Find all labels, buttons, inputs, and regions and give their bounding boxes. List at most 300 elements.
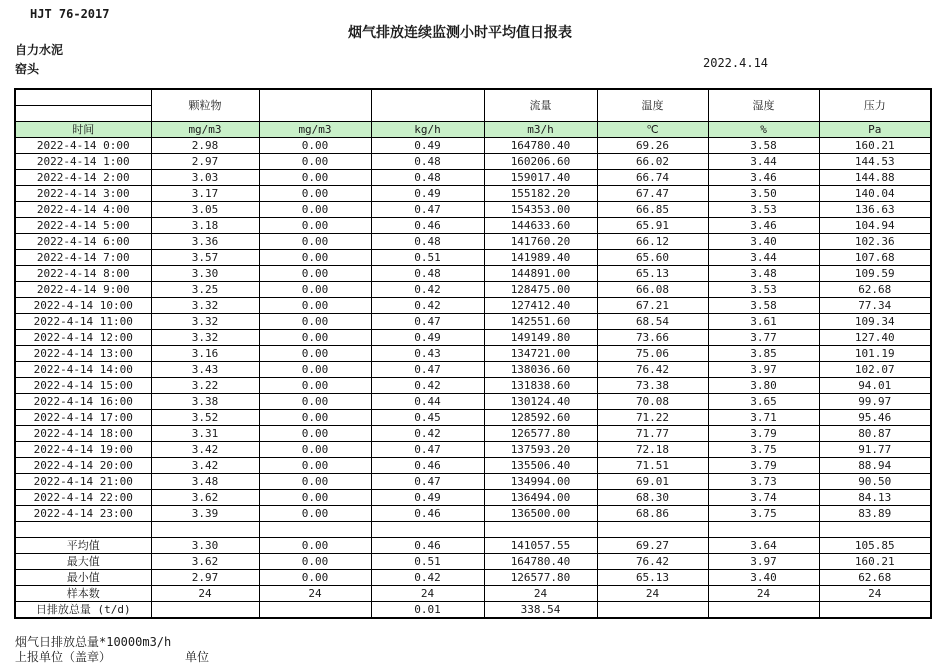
table-cell: 3.42 xyxy=(151,458,259,474)
table-cell: 3.16 xyxy=(151,346,259,362)
table-cell: 0.00 xyxy=(259,410,371,426)
unit-label: 单位 xyxy=(185,650,210,664)
table-cell: 3.39 xyxy=(151,506,259,522)
table-cell: 149149.80 xyxy=(484,330,597,346)
table-cell: 0.47 xyxy=(371,362,484,378)
unit-cell-percent: % xyxy=(708,122,819,138)
table-cell xyxy=(371,522,484,538)
table-cell: 65.13 xyxy=(597,266,708,282)
table-cell: 2022-4-14 6:00 xyxy=(15,234,151,250)
table-cell: 3.32 xyxy=(151,298,259,314)
table-cell: 0.00 xyxy=(259,394,371,410)
table-cell: 68.86 xyxy=(597,506,708,522)
table-cell: 2022-4-14 7:00 xyxy=(15,250,151,266)
table-cell: 日排放总量 (t/d) xyxy=(15,602,151,619)
unit-cell-celsius: ℃ xyxy=(597,122,708,138)
table-cell: 0.00 xyxy=(259,506,371,522)
table-cell: 3.65 xyxy=(708,394,819,410)
table-cell: 3.43 xyxy=(151,362,259,378)
col-group-header-blank2 xyxy=(371,89,484,122)
table-cell: 3.18 xyxy=(151,218,259,234)
table-cell: 2022-4-14 22:00 xyxy=(15,490,151,506)
table-cell: 2022-4-14 1:00 xyxy=(15,154,151,170)
table-cell: 91.77 xyxy=(819,442,931,458)
table-cell: 134994.00 xyxy=(484,474,597,490)
table-cell: 3.62 xyxy=(151,554,259,570)
table-cell: 3.25 xyxy=(151,282,259,298)
table-cell: 105.85 xyxy=(819,538,931,554)
col-group-header-flow: 流量 xyxy=(484,89,597,122)
table-cell: 3.74 xyxy=(708,490,819,506)
table-row xyxy=(15,330,931,346)
table-cell: 2022-4-14 18:00 xyxy=(15,426,151,442)
table-cell: 138036.60 xyxy=(484,362,597,378)
table-cell: 136494.00 xyxy=(484,490,597,506)
table-cell: 142551.60 xyxy=(484,314,597,330)
table-cell: 3.71 xyxy=(708,410,819,426)
table-cell: 3.32 xyxy=(151,330,259,346)
table-cell: 0.42 xyxy=(371,570,484,586)
table-cell: 3.64 xyxy=(708,538,819,554)
table-cell: 144633.60 xyxy=(484,218,597,234)
table-cell: 0.00 xyxy=(259,362,371,378)
table-row xyxy=(15,266,931,282)
table-cell: 160.21 xyxy=(819,554,931,570)
table-cell: 3.44 xyxy=(708,250,819,266)
table-row xyxy=(15,250,931,266)
table-cell: 71.22 xyxy=(597,410,708,426)
table-cell xyxy=(259,602,371,619)
table-cell: 0.49 xyxy=(371,330,484,346)
col-group-header-humidity: 湿度 xyxy=(708,89,819,122)
table-cell: 2022-4-14 14:00 xyxy=(15,362,151,378)
table-row xyxy=(15,586,931,602)
table-cell: 131838.60 xyxy=(484,378,597,394)
table-cell: 3.30 xyxy=(151,266,259,282)
table-cell: 0.00 xyxy=(259,378,371,394)
table-cell: 0.51 xyxy=(371,554,484,570)
report-unit-label: 上报单位（盖章） xyxy=(15,650,112,664)
group-header-row xyxy=(15,89,931,106)
table-cell: 0.51 xyxy=(371,250,484,266)
col-group-header-blank1 xyxy=(259,89,371,122)
table-row xyxy=(15,138,931,154)
table-cell: 0.00 xyxy=(259,346,371,362)
table-cell: 144.88 xyxy=(819,170,931,186)
table-cell: 144891.00 xyxy=(484,266,597,282)
header-blank-bottom xyxy=(15,106,151,122)
table-cell: 155182.20 xyxy=(484,186,597,202)
table-row xyxy=(15,154,931,170)
table-cell: 104.94 xyxy=(819,218,931,234)
table-cell: 62.68 xyxy=(819,282,931,298)
table-cell: 0.46 xyxy=(371,218,484,234)
table-cell: 0.00 xyxy=(259,298,371,314)
table-row xyxy=(15,602,931,619)
table-cell: 0.01 xyxy=(371,602,484,619)
table-cell xyxy=(819,602,931,619)
table-cell: 2022-4-14 0:00 xyxy=(15,138,151,154)
table-cell: 67.21 xyxy=(597,298,708,314)
table-cell: 0.48 xyxy=(371,266,484,282)
table-cell: 137593.20 xyxy=(484,442,597,458)
table-cell: 2022-4-14 20:00 xyxy=(15,458,151,474)
table-row xyxy=(15,186,931,202)
table-cell: 101.19 xyxy=(819,346,931,362)
table-cell: 3.58 xyxy=(708,298,819,314)
table-cell: 127412.40 xyxy=(484,298,597,314)
table-row xyxy=(15,314,931,330)
table-cell: 69.26 xyxy=(597,138,708,154)
table-cell: 68.54 xyxy=(597,314,708,330)
table-cell: 77.34 xyxy=(819,298,931,314)
table-cell xyxy=(708,522,819,538)
table-cell: 160206.60 xyxy=(484,154,597,170)
table-cell: 76.42 xyxy=(597,554,708,570)
table-cell: 3.38 xyxy=(151,394,259,410)
table-cell: 2022-4-14 11:00 xyxy=(15,314,151,330)
table-cell xyxy=(151,602,259,619)
table-cell: 141057.55 xyxy=(484,538,597,554)
table-cell: 141989.40 xyxy=(484,250,597,266)
table-cell: 24 xyxy=(708,586,819,602)
table-cell: 24 xyxy=(484,586,597,602)
table-cell: 2022-4-14 19:00 xyxy=(15,442,151,458)
table-cell: 141760.20 xyxy=(484,234,597,250)
table-cell: 0.00 xyxy=(259,426,371,442)
table-cell: 3.22 xyxy=(151,378,259,394)
table-cell: 3.77 xyxy=(708,330,819,346)
table-cell: 128592.60 xyxy=(484,410,597,426)
table-cell: 24 xyxy=(819,586,931,602)
data-rows xyxy=(15,138,931,522)
table-cell: 0.00 xyxy=(259,490,371,506)
table-cell: 0.00 xyxy=(259,170,371,186)
table-cell: 71.51 xyxy=(597,458,708,474)
table-cell: 136500.00 xyxy=(484,506,597,522)
table-cell: 3.75 xyxy=(708,506,819,522)
table-row xyxy=(15,458,931,474)
table-cell: 0.00 xyxy=(259,138,371,154)
table-cell: 73.38 xyxy=(597,378,708,394)
company-name: 自力水泥 xyxy=(15,43,64,57)
table-cell xyxy=(484,522,597,538)
report-title: 烟气排放连续监测小时平均值日报表 xyxy=(348,25,572,41)
table-cell: 0.45 xyxy=(371,410,484,426)
table-cell: 66.12 xyxy=(597,234,708,250)
table-cell: 2022-4-14 15:00 xyxy=(15,378,151,394)
table-cell: 0.47 xyxy=(371,442,484,458)
table-cell: 65.60 xyxy=(597,250,708,266)
table-cell: 0.46 xyxy=(371,538,484,554)
table-cell xyxy=(597,522,708,538)
table-cell: 66.74 xyxy=(597,170,708,186)
table-cell: 83.89 xyxy=(819,506,931,522)
table-cell: 0.00 xyxy=(259,330,371,346)
table-cell: 160.21 xyxy=(819,138,931,154)
table-cell: 128475.00 xyxy=(484,282,597,298)
table-cell: 71.77 xyxy=(597,426,708,442)
table-cell: 76.42 xyxy=(597,362,708,378)
table-cell: 2022-4-14 13:00 xyxy=(15,346,151,362)
col-group-header-temperature: 温度 xyxy=(597,89,708,122)
table-row xyxy=(15,218,931,234)
table-cell: 69.01 xyxy=(597,474,708,490)
table-cell: 0.46 xyxy=(371,506,484,522)
header-blank-top xyxy=(15,89,151,106)
table-cell: 2022-4-14 8:00 xyxy=(15,266,151,282)
table-cell: 73.66 xyxy=(597,330,708,346)
table-cell: 3.97 xyxy=(708,554,819,570)
table-cell: 0.00 xyxy=(259,250,371,266)
table-cell: 0.43 xyxy=(371,346,484,362)
table-cell: 0.00 xyxy=(259,218,371,234)
table-cell: 3.30 xyxy=(151,538,259,554)
table-cell: 0.48 xyxy=(371,234,484,250)
unit-cell-m3h: m3/h xyxy=(484,122,597,138)
table-cell: 0.00 xyxy=(259,442,371,458)
table-cell: 72.18 xyxy=(597,442,708,458)
table-cell: 127.40 xyxy=(819,330,931,346)
table-cell: 3.44 xyxy=(708,154,819,170)
table-cell: 2.97 xyxy=(151,570,259,586)
table-cell: 144.53 xyxy=(819,154,931,170)
table-cell: 3.42 xyxy=(151,442,259,458)
table-cell: 126577.80 xyxy=(484,570,597,586)
unit-cell-kgh: kg/h xyxy=(371,122,484,138)
table-cell: 0.46 xyxy=(371,458,484,474)
table-cell: 3.79 xyxy=(708,458,819,474)
table-cell: 0.44 xyxy=(371,394,484,410)
table-row xyxy=(15,202,931,218)
table-cell: 3.46 xyxy=(708,170,819,186)
table-cell: 3.61 xyxy=(708,314,819,330)
table-row xyxy=(15,570,931,586)
table-cell: 0.00 xyxy=(259,154,371,170)
table-cell: 94.01 xyxy=(819,378,931,394)
table-cell: 0.00 xyxy=(259,202,371,218)
table-cell: 3.53 xyxy=(708,202,819,218)
table-cell: 3.97 xyxy=(708,362,819,378)
table-cell: 0.47 xyxy=(371,314,484,330)
table-cell: 109.34 xyxy=(819,314,931,330)
table-cell: 3.40 xyxy=(708,570,819,586)
table-cell: 3.32 xyxy=(151,314,259,330)
table-cell: 3.53 xyxy=(708,282,819,298)
table-cell: 65.91 xyxy=(597,218,708,234)
table-cell xyxy=(15,522,151,538)
table-row xyxy=(15,170,931,186)
table-cell: 140.04 xyxy=(819,186,931,202)
table-cell: 75.06 xyxy=(597,346,708,362)
table-cell: 3.79 xyxy=(708,426,819,442)
table-cell: 90.50 xyxy=(819,474,931,490)
time-header: 时间 xyxy=(15,122,151,138)
table-cell: 135506.40 xyxy=(484,458,597,474)
table-cell xyxy=(259,522,371,538)
table-cell: 0.49 xyxy=(371,138,484,154)
table-cell: 3.62 xyxy=(151,490,259,506)
table-cell: 3.31 xyxy=(151,426,259,442)
table-cell: 最大值 xyxy=(15,554,151,570)
table-cell: 平均值 xyxy=(15,538,151,554)
table-cell: 66.08 xyxy=(597,282,708,298)
table-cell: 102.07 xyxy=(819,362,931,378)
table-cell: 0.48 xyxy=(371,154,484,170)
table-cell: 0.00 xyxy=(259,186,371,202)
table-cell: 2022-4-14 17:00 xyxy=(15,410,151,426)
table-cell xyxy=(708,602,819,619)
table-cell: 3.03 xyxy=(151,170,259,186)
table-row xyxy=(15,538,931,554)
table-cell: 0.49 xyxy=(371,490,484,506)
table-cell: 样本数 xyxy=(15,586,151,602)
table-cell: 164780.40 xyxy=(484,138,597,154)
table-cell: 0.42 xyxy=(371,378,484,394)
table-cell xyxy=(597,602,708,619)
doc-code: HJT 76-2017 xyxy=(30,7,110,21)
table-cell: 0.00 xyxy=(259,570,371,586)
table-cell: 3.48 xyxy=(151,474,259,490)
table-row xyxy=(15,490,931,506)
table-cell: 0.42 xyxy=(371,298,484,314)
table-cell: 164780.40 xyxy=(484,554,597,570)
table-cell: 2022-4-14 5:00 xyxy=(15,218,151,234)
table-row xyxy=(15,394,931,410)
table-row xyxy=(15,378,931,394)
table-cell: 0.47 xyxy=(371,202,484,218)
report-date: 2022.4.14 xyxy=(703,56,769,70)
table-cell: 0.47 xyxy=(371,474,484,490)
table-cell: 154353.00 xyxy=(484,202,597,218)
table-cell: 126577.80 xyxy=(484,426,597,442)
table-cell: 67.47 xyxy=(597,186,708,202)
table-cell: 338.54 xyxy=(484,602,597,619)
table-cell: 2022-4-14 16:00 xyxy=(15,394,151,410)
table-cell: 0.42 xyxy=(371,426,484,442)
table-cell xyxy=(819,522,931,538)
table-row xyxy=(15,410,931,426)
table-cell: 95.46 xyxy=(819,410,931,426)
unit-cell-mgm3-2: mg/m3 xyxy=(259,122,371,138)
table-cell: 109.59 xyxy=(819,266,931,282)
report-table xyxy=(14,88,932,619)
col-group-header-particulate: 颗粒物 xyxy=(151,89,259,122)
table-row xyxy=(15,346,931,362)
table-row xyxy=(15,234,931,250)
summary-rows xyxy=(15,522,931,619)
table-cell: 65.13 xyxy=(597,570,708,586)
table-row xyxy=(15,442,931,458)
table-cell: 3.05 xyxy=(151,202,259,218)
table-cell: 24 xyxy=(259,586,371,602)
table-cell: 134721.00 xyxy=(484,346,597,362)
table-cell: 80.87 xyxy=(819,426,931,442)
table-cell: 3.17 xyxy=(151,186,259,202)
table-cell: 0.49 xyxy=(371,186,484,202)
table-cell: 107.68 xyxy=(819,250,931,266)
footer-note: 烟气日排放总量*10000m3/h xyxy=(15,635,172,649)
table-row xyxy=(15,554,931,570)
table-cell: 0.00 xyxy=(259,538,371,554)
table-row xyxy=(15,426,931,442)
table-cell: 2022-4-14 23:00 xyxy=(15,506,151,522)
table-cell: 66.02 xyxy=(597,154,708,170)
table-cell: 3.75 xyxy=(708,442,819,458)
table-cell: 最小值 xyxy=(15,570,151,586)
table-cell: 24 xyxy=(597,586,708,602)
unit-cell-pa: Pa xyxy=(819,122,931,138)
table-cell: 102.36 xyxy=(819,234,931,250)
table-row xyxy=(15,474,931,490)
table-cell: 3.40 xyxy=(708,234,819,250)
table-cell: 0.00 xyxy=(259,458,371,474)
table-cell: 3.58 xyxy=(708,138,819,154)
table-cell: 3.50 xyxy=(708,186,819,202)
table-row xyxy=(15,362,931,378)
table-row xyxy=(15,298,931,314)
table-cell: 3.36 xyxy=(151,234,259,250)
table-cell: 99.97 xyxy=(819,394,931,410)
table-cell: 2022-4-14 4:00 xyxy=(15,202,151,218)
table-cell: 130124.40 xyxy=(484,394,597,410)
table-cell: 70.08 xyxy=(597,394,708,410)
col-group-header-pressure: 压力 xyxy=(819,89,931,122)
table-cell: 136.63 xyxy=(819,202,931,218)
table-cell: 24 xyxy=(151,586,259,602)
table-cell: 2022-4-14 3:00 xyxy=(15,186,151,202)
monitor-point: 窑头 xyxy=(15,62,40,76)
table-cell: 2022-4-14 12:00 xyxy=(15,330,151,346)
table-cell: 2022-4-14 2:00 xyxy=(15,170,151,186)
table-cell: 3.46 xyxy=(708,218,819,234)
table-cell: 3.73 xyxy=(708,474,819,490)
table-cell: 3.48 xyxy=(708,266,819,282)
table-cell: 3.52 xyxy=(151,410,259,426)
table-cell: 84.13 xyxy=(819,490,931,506)
table-cell: 3.85 xyxy=(708,346,819,362)
table-cell xyxy=(151,522,259,538)
table-cell: 62.68 xyxy=(819,570,931,586)
table-cell: 68.30 xyxy=(597,490,708,506)
table-cell: 0.00 xyxy=(259,474,371,490)
table-row xyxy=(15,506,931,522)
unit-header-row xyxy=(15,122,931,138)
table-cell: 88.94 xyxy=(819,458,931,474)
table-cell: 66.85 xyxy=(597,202,708,218)
unit-cell-mgm3-1: mg/m3 xyxy=(151,122,259,138)
table-cell: 0.48 xyxy=(371,170,484,186)
table-cell: 24 xyxy=(371,586,484,602)
table-cell: 0.42 xyxy=(371,282,484,298)
table-cell: 2.97 xyxy=(151,154,259,170)
table-cell: 0.00 xyxy=(259,234,371,250)
table-row xyxy=(15,522,931,538)
table-row xyxy=(15,282,931,298)
table-cell: 2022-4-14 9:00 xyxy=(15,282,151,298)
table-cell: 0.00 xyxy=(259,314,371,330)
table-cell: 2022-4-14 21:00 xyxy=(15,474,151,490)
table-cell: 3.80 xyxy=(708,378,819,394)
table-cell: 69.27 xyxy=(597,538,708,554)
table-cell: 0.00 xyxy=(259,266,371,282)
table-cell: 2022-4-14 10:00 xyxy=(15,298,151,314)
table-cell: 3.57 xyxy=(151,250,259,266)
table-cell: 0.00 xyxy=(259,554,371,570)
table-cell: 2.98 xyxy=(151,138,259,154)
table-cell: 159017.40 xyxy=(484,170,597,186)
table-cell: 0.00 xyxy=(259,282,371,298)
